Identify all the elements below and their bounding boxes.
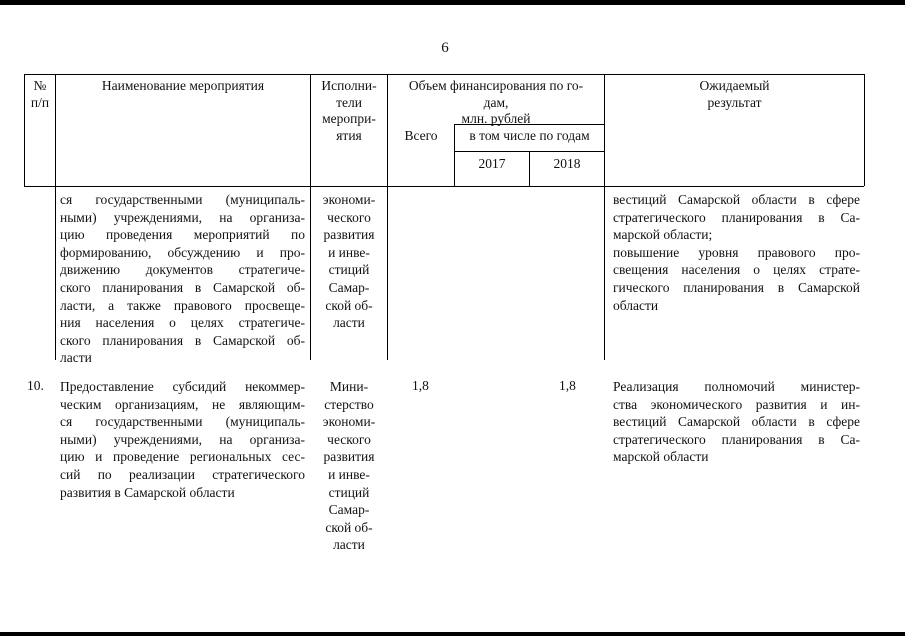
text-line: вестиций Самарской области в сфере xyxy=(613,414,860,430)
header-funding xyxy=(388,78,604,128)
row-1-name xyxy=(60,191,305,367)
text-line: Реализация полномочий министер- xyxy=(613,379,860,394)
text-line: вестиций Самарской области в сфере xyxy=(613,192,860,207)
row-10-result xyxy=(613,378,860,466)
header-result xyxy=(605,78,864,111)
text-line: цию проведения мероприятий по xyxy=(60,227,305,243)
text-line: Самар- xyxy=(328,279,370,295)
row-10-2018: 1,8 xyxy=(559,378,576,393)
header-number-line: п/п xyxy=(30,94,50,110)
text-line: стратегического планирования в Са- xyxy=(613,209,860,225)
body-line-6 xyxy=(604,186,605,360)
body-line-3 xyxy=(387,186,388,360)
text-line: ными) учреждениями, на организа- xyxy=(60,431,305,447)
text-line: экономи- xyxy=(322,414,376,430)
header-fund-line: Объем финансирования по го- xyxy=(408,78,584,93)
text-line: ния населения о целях стратегиче- xyxy=(60,315,305,331)
text-line: свещения населения о целях страте- xyxy=(613,262,860,278)
header-result-line: результат xyxy=(707,94,762,110)
header-number xyxy=(25,78,55,111)
text-line: ласти, а также правового просвеще- xyxy=(60,297,305,313)
bottom-border xyxy=(0,632,905,636)
top-border xyxy=(0,0,905,5)
text-line: марской области xyxy=(613,449,709,465)
body-line-1 xyxy=(55,186,56,360)
col-line-7 xyxy=(864,74,865,186)
text-line: стерство xyxy=(324,396,374,412)
text-line: цию и проведение региональных сес- xyxy=(60,449,305,465)
text-line: ства экономического развития и ин- xyxy=(613,396,860,412)
text-line: развития xyxy=(323,227,375,243)
text-line: сий по реализации стратегического xyxy=(60,466,305,482)
text-line: и инве- xyxy=(328,244,370,260)
text-line: ся государственными (муниципаль- xyxy=(60,414,305,430)
text-line: ской об- xyxy=(325,519,373,535)
text-line: формированию, обсуждению и про- xyxy=(60,244,305,260)
text-line: ными) учреждениями, на организа- xyxy=(60,209,305,225)
text-line: стратегического планирования в Са- xyxy=(613,431,860,447)
header-year-2017: 2017 xyxy=(478,156,506,171)
header-fund-line: млн. рублей xyxy=(461,111,531,126)
page-number: 6 xyxy=(441,40,449,56)
table-top-line xyxy=(24,74,864,75)
text-line: развития xyxy=(323,449,375,465)
text-line: движению документов стратегиче- xyxy=(60,262,305,278)
header-exec-line: меропри- xyxy=(322,111,376,126)
row-1-executor xyxy=(311,191,387,332)
text-line: экономи- xyxy=(322,192,376,207)
header-fund-line: дам, xyxy=(483,94,509,110)
row-10-executor xyxy=(311,378,387,554)
text-line: ческим организациям, не являющим- xyxy=(60,396,305,412)
header-bottom-line xyxy=(24,186,864,187)
text-line: области xyxy=(613,297,659,313)
text-line: развития в Самарской области xyxy=(60,484,235,500)
header-result-line: Ожидаемый xyxy=(699,78,770,93)
text-line: ласти xyxy=(60,350,92,366)
header-exec-line: Исполни- xyxy=(321,78,377,93)
header-year-2018: 2018 xyxy=(553,156,581,171)
text-line: стиций xyxy=(328,484,370,500)
text-line: повышение уровня правового про- xyxy=(613,244,860,260)
header-executors xyxy=(311,78,387,144)
row-10-total: 1,8 xyxy=(412,378,429,393)
header-exec-line: ятия xyxy=(336,127,362,143)
text-line: ской об- xyxy=(325,297,373,313)
header-exec-line: тели xyxy=(336,94,362,110)
text-line: ласти xyxy=(333,537,365,553)
text-line: марской области; xyxy=(613,227,713,243)
header-total: Всего xyxy=(404,128,438,143)
text-line: стиций xyxy=(328,262,370,278)
text-line: ся государственными (муниципаль- xyxy=(60,192,305,207)
text-line: и инве- xyxy=(328,466,370,482)
header-name: Наименование мероприятия xyxy=(101,78,265,93)
text-line: гического планирования в Самарской xyxy=(613,279,860,295)
text-line: Самар- xyxy=(328,502,370,518)
text-line: Предоставление субсидий некоммер- xyxy=(60,379,305,394)
header-number-line: № xyxy=(33,78,47,93)
text-line: ского планирования в Самарской об- xyxy=(60,279,305,295)
text-line: ческого xyxy=(327,209,371,225)
row-10-name xyxy=(60,378,305,501)
row-1-result xyxy=(613,191,860,314)
row-10-number: 10. xyxy=(27,378,44,393)
text-line: Мини- xyxy=(329,379,369,394)
header-by-year: в том числе по годам xyxy=(469,128,590,143)
text-line: ческого xyxy=(327,431,371,447)
text-line: ласти xyxy=(333,315,365,331)
text-line: ского планирования в Самарской об- xyxy=(60,332,305,348)
